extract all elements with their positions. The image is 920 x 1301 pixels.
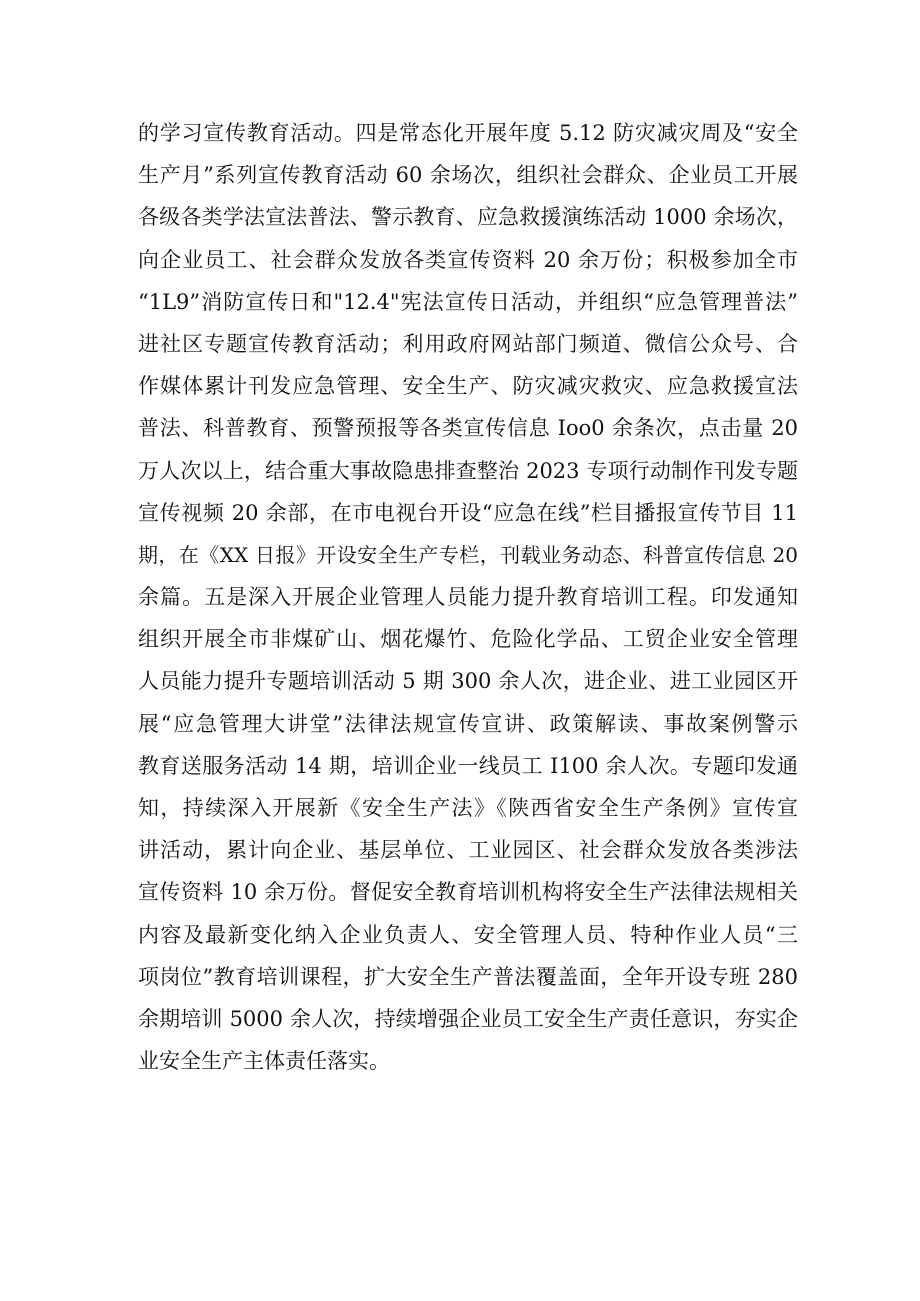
text-line-5: “1L9”消防宣传日和"12.4"宪法宣传日活动，并组织“应急管理普法”: [138, 289, 798, 314]
text-line-10: 宣传视频 20 余部，在市电视台开设“应急在线”栏目播报宣传节目 11: [138, 500, 798, 525]
text-line-1: 的学习宣传教育活动。四是常态化开展年度 5.12 防灾减灾周及“安全: [138, 121, 798, 145]
text-line-17: 知，持续深入开展新《安全生产法》《陕西省安全生产条例》宣传宣: [138, 796, 798, 820]
text-line-21: 项岗位”教育培训课程，扩大安全生产普法覆盖面，全年开设专班 280: [138, 964, 798, 989]
text-line-13: 组织开展全市非煤矿山、烟花爆竹、危险化学品、工贸企业安全管理: [138, 627, 798, 652]
text-line-15: 展“应急管理大讲堂”法律法规宣传宣讲、政策解读、事故案例警示: [138, 711, 798, 736]
text-line-8: 普法、科普教育、预警预报等各类宣传信息 Ioo0 余条次，点击量 20: [138, 416, 798, 441]
text-line-12: 余篇。五是深入开展企业管理人员能力提升教育培训工程。印发通知: [138, 585, 798, 610]
text-line-4: 向企业员工、社会群众发放各类宣传资料 20 余万份；积极参加全市: [138, 247, 798, 272]
text-line-9: 万人次以上，结合重大事故隐患排查整治 2023 专项行动制作刊发专题: [138, 458, 798, 483]
text-line-7: 作媒体累计刊发应急管理、安全生产、防灾减灾救灾、应急救援宣法: [138, 374, 798, 399]
text-line-14: 人员能力提升专题培训活动 5 期 300 余人次，进企业、进工业园区开: [138, 669, 798, 694]
text-line-23: 业安全生产主体责任落实。: [138, 1049, 390, 1074]
text-line-2: 生产月”系列宣传教育活动 60 余场次，组织社会群众、企业员工开展: [138, 163, 798, 188]
text-line-6: 进社区专题宣传教育活动；利用政府网站部门频道、微信公众号、合: [138, 331, 798, 356]
text-line-22: 余期培训 5000 余人次，持续增强企业员工安全生产责任意识，夯实企: [138, 1006, 798, 1031]
body-paragraph: [138, 112, 798, 1082]
text-line-20: 内容及最新变化纳入企业负责人、安全管理人员、特种作业人员“三: [138, 922, 798, 947]
text-line-19: 宣传资料 10 余万份。督促安全教育培训机构将安全生产法律法规相关: [138, 880, 798, 905]
text-line-16: 教育送服务活动 14 期，培训企业一线员工 I100 余人次。专题印发通: [138, 753, 798, 778]
text-line-18: 讲活动，累计向企业、基层单位、工业园区、社会群众发放各类涉法: [138, 838, 798, 863]
text-line-3: 各级各类学法宣法普法、警示教育、应急救援演练活动 1000 余场次，: [138, 205, 798, 230]
text-line-11: 期，在《XX 日报》开设安全生产专栏，刊载业务动态、科普宣传信息 20: [138, 542, 798, 567]
